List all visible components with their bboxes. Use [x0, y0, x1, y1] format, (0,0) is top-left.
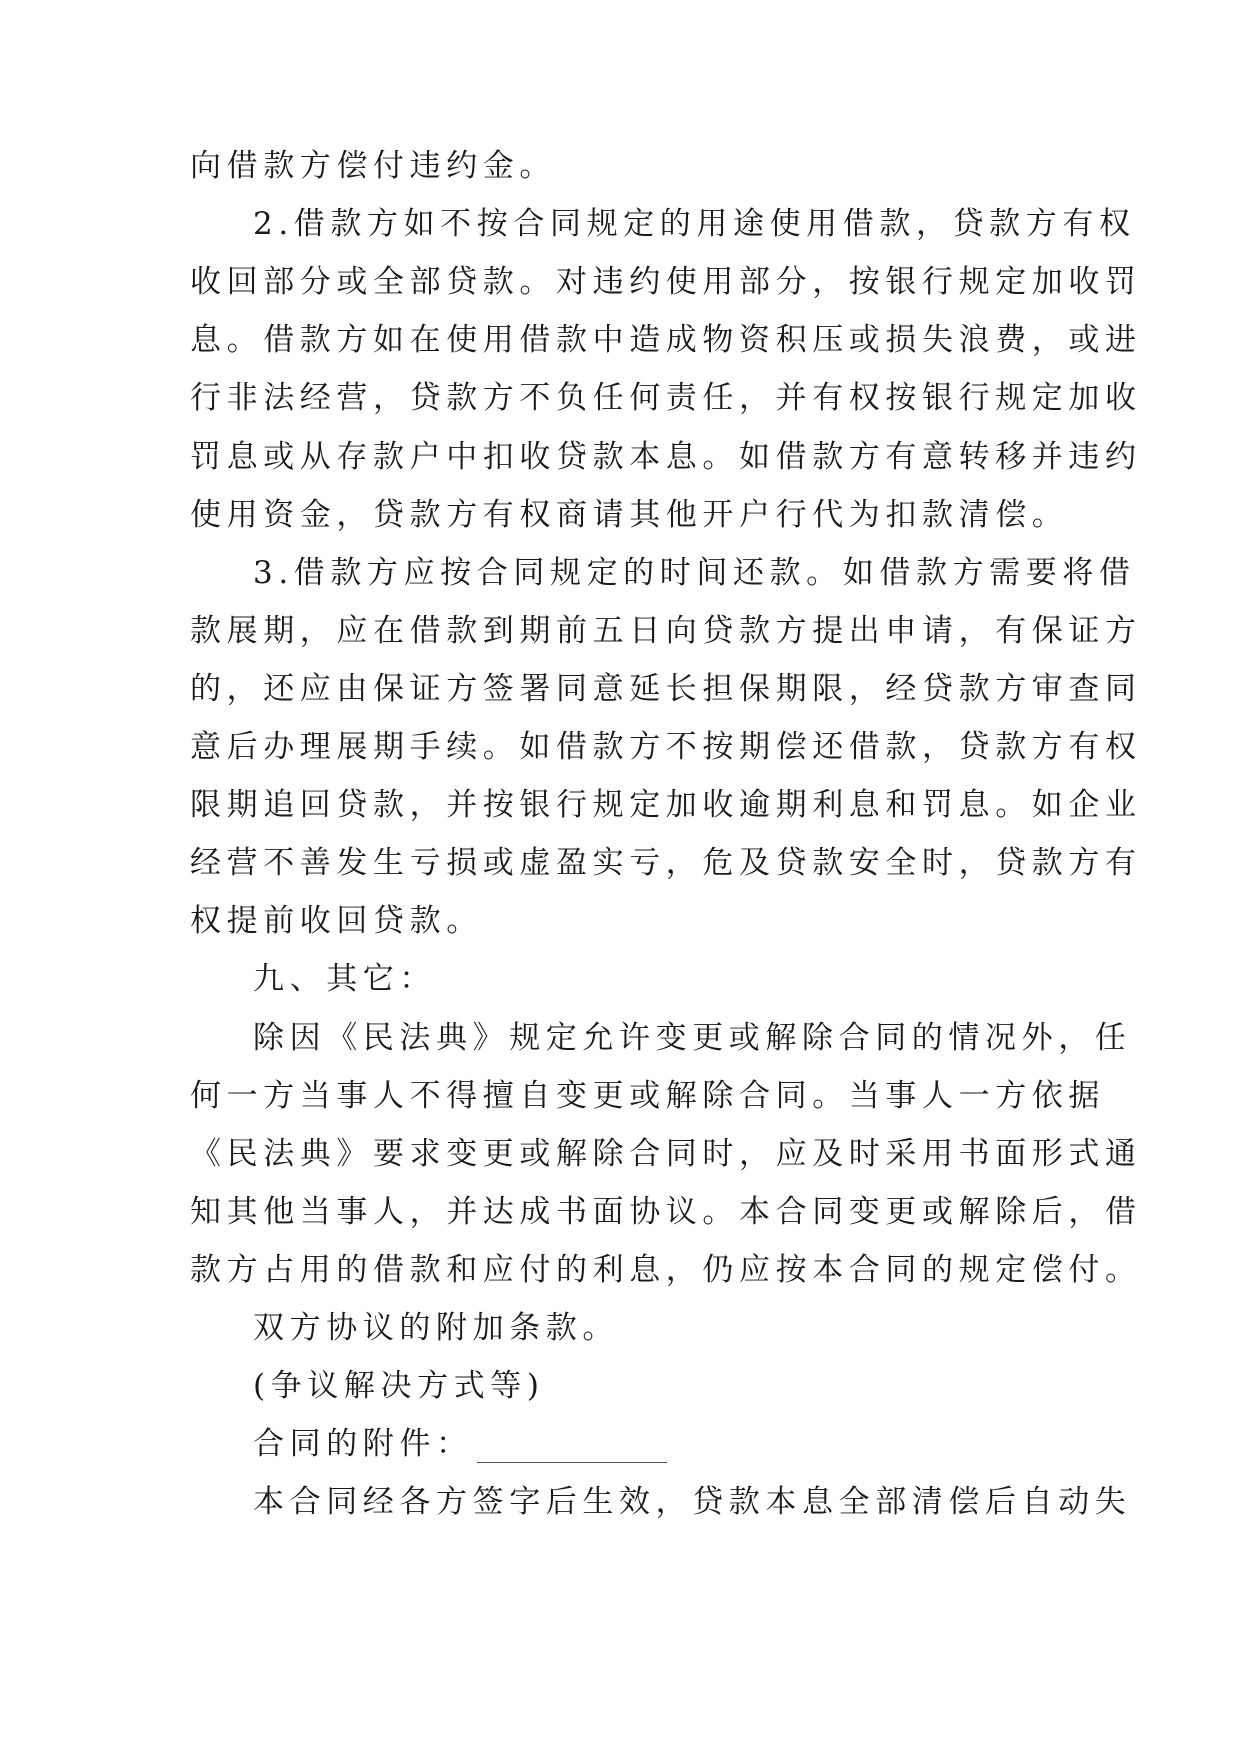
line-text: 限期追回贷款，并按银行规定加收逾期利息和罚息。如企业 — [190, 787, 1142, 823]
line-text: 知其他当事人，并达成书面协议。本合同变更或解除后，借 — [190, 1194, 1142, 1230]
line-text: 双方协议的附加条款。 — [253, 1310, 619, 1346]
line-text: 的，还应由保证方签署同意延长担保期限，经贷款方审查同 — [190, 671, 1142, 707]
document-line — [190, 776, 1142, 834]
document-line — [190, 834, 1142, 892]
line-text: 罚息或从存款户中扣收贷款本息。如借款方有意转移并违约 — [190, 439, 1142, 475]
line-text: 行非法经营，贷款方不负任何责任，并有权按银行规定加收 — [190, 380, 1142, 416]
document-line — [253, 1415, 667, 1473]
fill-in-blank — [477, 1460, 667, 1463]
document-line — [190, 660, 1142, 718]
line-text: 收回部分或全部贷款。对违约使用部分，按银行规定加收罚 — [190, 264, 1142, 300]
document-line — [253, 1299, 619, 1357]
document-line — [190, 486, 1068, 544]
document-line — [190, 718, 1142, 776]
document-line — [190, 253, 1142, 311]
document-line — [253, 1473, 1131, 1531]
line-text: 九、其它： — [253, 961, 436, 997]
line-text: 本合同经各方签字后生效，贷款本息全部清偿后自动失 — [253, 1484, 1132, 1520]
line-text: 3.借款方应按合同规定的时间还款。如借款方需要将借 — [253, 555, 1136, 591]
document-line — [253, 950, 436, 1008]
document-line — [190, 311, 1142, 369]
document-line — [190, 892, 483, 950]
line-text: 权提前收回贷款。 — [190, 903, 483, 939]
line-text: 2.借款方如不按合同规定的用途使用借款，贷款方有权 — [253, 206, 1136, 242]
document-line — [253, 1009, 1131, 1067]
line-text: 使用资金，贷款方有权商请其他开户行代为扣款清偿。 — [190, 497, 1069, 533]
line-text: 何一方当事人不得擅自变更或解除合同。当事人一方依据 — [190, 1078, 1105, 1114]
line-text: 意后办理展期手续。如借款方不按期偿还借款，贷款方有权 — [190, 729, 1142, 765]
line-text: 款展期，应在借款到期前五日向贷款方提出申请，有保证方 — [190, 613, 1142, 649]
document-line — [190, 369, 1142, 427]
line-text: 款方占用的借款和应付的利息，仍应按本合同的规定偿付。 — [190, 1252, 1142, 1288]
line-text: 合同的附件： — [253, 1426, 473, 1462]
line-text: 《民法典》要求变更或解除合同时，应及时采用书面形式通 — [190, 1136, 1142, 1172]
document-line — [190, 428, 1142, 486]
line-text: 向借款方偿付违约金。 — [190, 148, 556, 184]
document-line — [190, 1183, 1142, 1241]
document-line — [253, 195, 1136, 253]
document-line — [253, 1357, 545, 1415]
document-line — [190, 602, 1142, 660]
document-line — [190, 1241, 1142, 1299]
line-text: 除因《民法典》规定允许变更或解除合同的情况外，任 — [253, 1020, 1132, 1056]
document-line — [190, 1125, 1142, 1183]
document-line — [253, 544, 1136, 602]
line-text: 经营不善发生亏损或虚盈实亏，危及贷款安全时，贷款方有 — [190, 845, 1142, 881]
line-text: 息。借款方如在使用借款中造成物资积压或损失浪费，或进 — [190, 322, 1142, 358]
document-line — [190, 137, 556, 195]
line-text: (争议解决方式等) — [253, 1368, 545, 1404]
document-line — [190, 1067, 1105, 1125]
